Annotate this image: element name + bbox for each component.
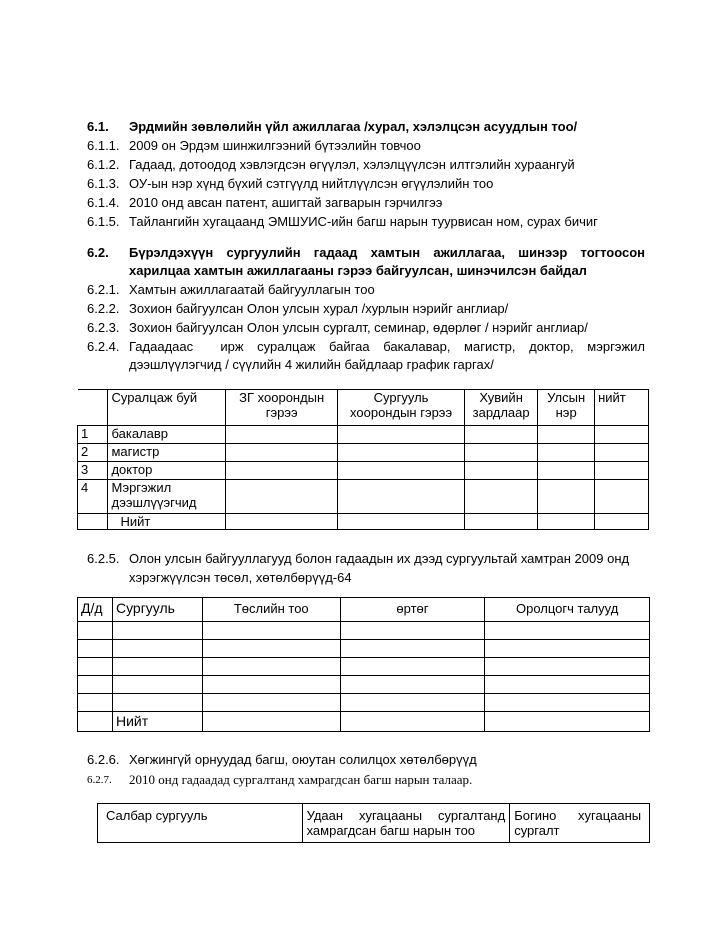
header-studying: Суралцаж буй bbox=[108, 390, 226, 426]
section-text: ОУ-ын нэр хүнд бүхий сэтгүүлд нийтлүүлсэн өгүүлэлийн тоо bbox=[129, 176, 494, 191]
section-text: 2010 онд гадаадад сургалтанд хамрагдсан багш нарын талаар. bbox=[129, 772, 473, 787]
row-number: 1 bbox=[78, 426, 108, 444]
section-number: 6.1.4. bbox=[87, 195, 120, 210]
section-heading: Бүрэлдэхүүн сургуулийн гадаад хамтын ажиллагаа, шинээр тогтоосон bbox=[129, 245, 645, 260]
table-row bbox=[78, 658, 650, 676]
header-cost: өртөг bbox=[340, 598, 485, 622]
section-text: Тайлангийн хугацаанд ЭМШУИС-ийн багш нарын туурвисан ном, сурах бичиг bbox=[129, 214, 598, 229]
section-text: Зохион байгуулсан Олон улсын хурал /хурлын нэрийг англиар/ bbox=[129, 301, 509, 316]
section-text-continued: хэрэгжүүлсэн төсөл, хөтөлбөрүүд-64 bbox=[129, 570, 352, 585]
header-project-count: Төслийн тоо bbox=[202, 598, 340, 622]
header-school: Сургууль bbox=[112, 598, 202, 622]
table-row bbox=[78, 622, 650, 640]
row-label: Мэргэжил дээшлүүэгчид bbox=[108, 480, 226, 514]
table-row bbox=[78, 676, 650, 694]
row-number: 3 bbox=[78, 462, 108, 480]
section-number: 6.2.3. bbox=[87, 320, 120, 335]
section-text: Гадаадаас ирж суралцаж байгаа бакалавар, магистр, доктор, мэргэжил bbox=[129, 339, 645, 354]
row-label: магистр bbox=[108, 444, 226, 462]
section-heading-continued: харилцаа хамтын ажиллагааны гэрээ байгуулсан, шинэчилсэн байдал bbox=[129, 263, 587, 278]
row-label: бакалавр bbox=[108, 426, 226, 444]
section-number: 6.1. bbox=[87, 119, 109, 134]
table-row bbox=[78, 480, 649, 514]
section-text: Гадаад, дотоодод хэвлэгдсэн өгүүлэл, хэлэлцүүлсэн илтгэлийн хураангуй bbox=[129, 157, 575, 172]
header-govt-agreement: ЗГ хоорондын гэрээ bbox=[226, 390, 338, 426]
training-table bbox=[97, 803, 650, 843]
section-text: Хөгжингүй орнуудад багш, оюутан солилцох хөтөлбөрүүд bbox=[129, 752, 477, 767]
total-label: Нийт bbox=[108, 514, 226, 530]
header-branch-school: Салбар сургууль bbox=[98, 804, 303, 843]
table-total-row bbox=[78, 712, 650, 732]
section-number: 6.1.5. bbox=[87, 214, 120, 229]
table-row bbox=[78, 426, 649, 444]
header-total: нийт bbox=[595, 390, 649, 426]
section-number: 6.2.7. bbox=[87, 774, 112, 786]
section-number: 6.2.5. bbox=[87, 551, 120, 566]
row-number: 4 bbox=[78, 480, 108, 514]
students-table bbox=[77, 389, 649, 530]
section-text: Хамтын ажиллагаатай байгууллагын тоо bbox=[129, 282, 375, 297]
section-text: 2010 онд авсан патент, ашигтай загварын гэрчилгээ bbox=[129, 195, 443, 210]
projects-table bbox=[77, 597, 650, 732]
table-row bbox=[78, 444, 649, 462]
total-label: Нийт bbox=[112, 712, 202, 732]
header-index: Д/д bbox=[78, 598, 113, 622]
section-heading: Эрдмийн зөвлөлийн үйл ажиллагаа /хурал, хэлэлцсэн асуудлын тоо/ bbox=[129, 119, 578, 134]
section-text: 2009 он Эрдэм шинжилгээний бүтээлийн товчоо bbox=[129, 138, 421, 153]
section-number: 6.2.1. bbox=[87, 282, 120, 297]
row-label: доктор bbox=[108, 462, 226, 480]
section-number: 6.1.3. bbox=[87, 176, 120, 191]
section-number: 6.2. bbox=[87, 245, 109, 260]
header-long-term-training: Удаан хугацааны сургалтанд хамрагдсан багш нарын тоо bbox=[302, 804, 510, 843]
section-number: 6.2.6. bbox=[87, 752, 120, 767]
header-participants: Оролцогч талууд bbox=[485, 598, 650, 622]
header-private-cost: Хувийн зардлаар bbox=[465, 390, 538, 426]
table-row bbox=[78, 640, 650, 658]
table-total-row bbox=[78, 514, 649, 530]
section-number: 6.1.2. bbox=[87, 157, 120, 172]
table-row bbox=[78, 694, 650, 712]
section-number: 6.2.4. bbox=[87, 339, 120, 354]
section-number: 6.2.2. bbox=[87, 301, 120, 316]
section-text: Олон улсын байгууллагууд болон гадаадын их дээд сургуультай хамтран 2009 онд bbox=[129, 551, 630, 566]
header-state-name: Улсын нэр bbox=[538, 390, 595, 426]
header-school-agreement: Сургууль хоорондын гэрээ bbox=[338, 390, 465, 426]
section-text-continued: дээшлүүлэгчид / сүүлийн 4 жилийн байдлаар график гаргах/ bbox=[129, 357, 494, 372]
section-number: 6.1.1. bbox=[87, 138, 120, 153]
table-row bbox=[78, 462, 649, 480]
row-number: 2 bbox=[78, 444, 108, 462]
section-text: Зохион байгуулсан Олон улсын сургалт, семинар, өдөрлөг / нэрийг англиар/ bbox=[129, 320, 588, 335]
header-short-term-training: Богино хугацааны сургалт bbox=[510, 804, 650, 843]
